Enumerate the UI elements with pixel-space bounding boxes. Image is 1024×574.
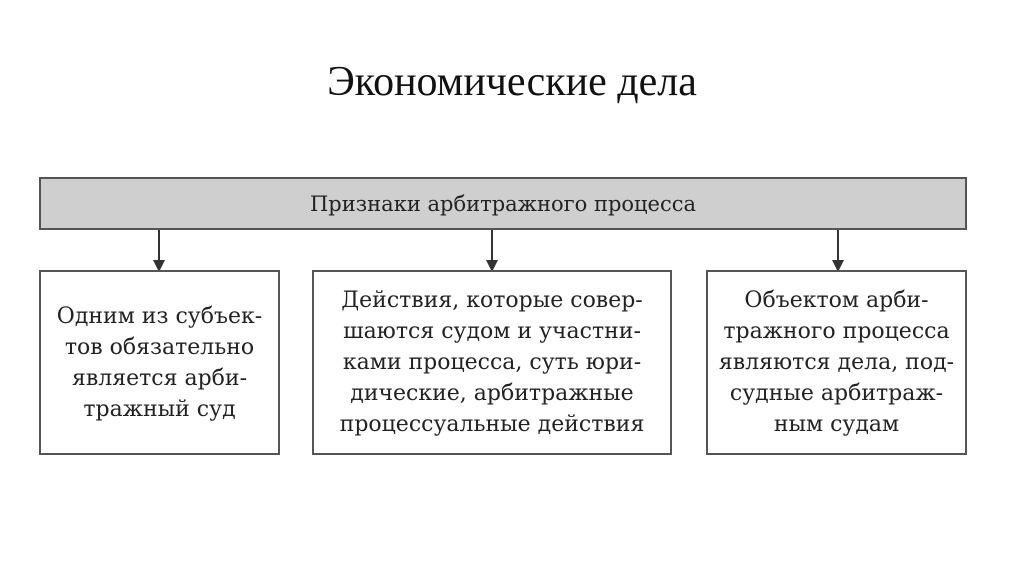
arrow-down-icon <box>828 230 848 272</box>
text-line: тражный суд <box>83 396 236 422</box>
text-line: дические, арбитражные <box>350 381 634 406</box>
text-line: Объектом арби- <box>744 288 929 313</box>
text-line: тов обязательно <box>64 334 255 360</box>
text-line: является арби- <box>71 365 248 391</box>
feature-box-actions <box>312 270 672 455</box>
feature-box-text <box>57 301 262 425</box>
text-line: шаются судом и участни- <box>343 319 641 344</box>
text-line: судные арбитраж- <box>729 381 944 406</box>
feature-box-object <box>706 270 967 455</box>
header-label: Признаки арбитражного процесса <box>309 191 697 216</box>
slide-title: Экономические дела <box>327 59 697 105</box>
text-line: Одним из субъек- <box>56 303 263 329</box>
arrow-down-icon <box>482 230 502 272</box>
feature-box-text <box>340 285 645 440</box>
text-line: процессуальные действия <box>339 412 645 437</box>
text-line: тражного процесса <box>723 319 950 344</box>
feature-box-subjects <box>39 270 280 455</box>
arrow-down-icon <box>149 230 169 272</box>
text-line: являются дела, под- <box>718 350 955 375</box>
header-box <box>39 177 967 230</box>
text-line: ным судам <box>773 412 900 437</box>
feature-box-text <box>719 285 954 440</box>
text-line: ками процесса, суть юри- <box>342 350 642 375</box>
text-line: Действия, которые совер- <box>341 288 643 313</box>
